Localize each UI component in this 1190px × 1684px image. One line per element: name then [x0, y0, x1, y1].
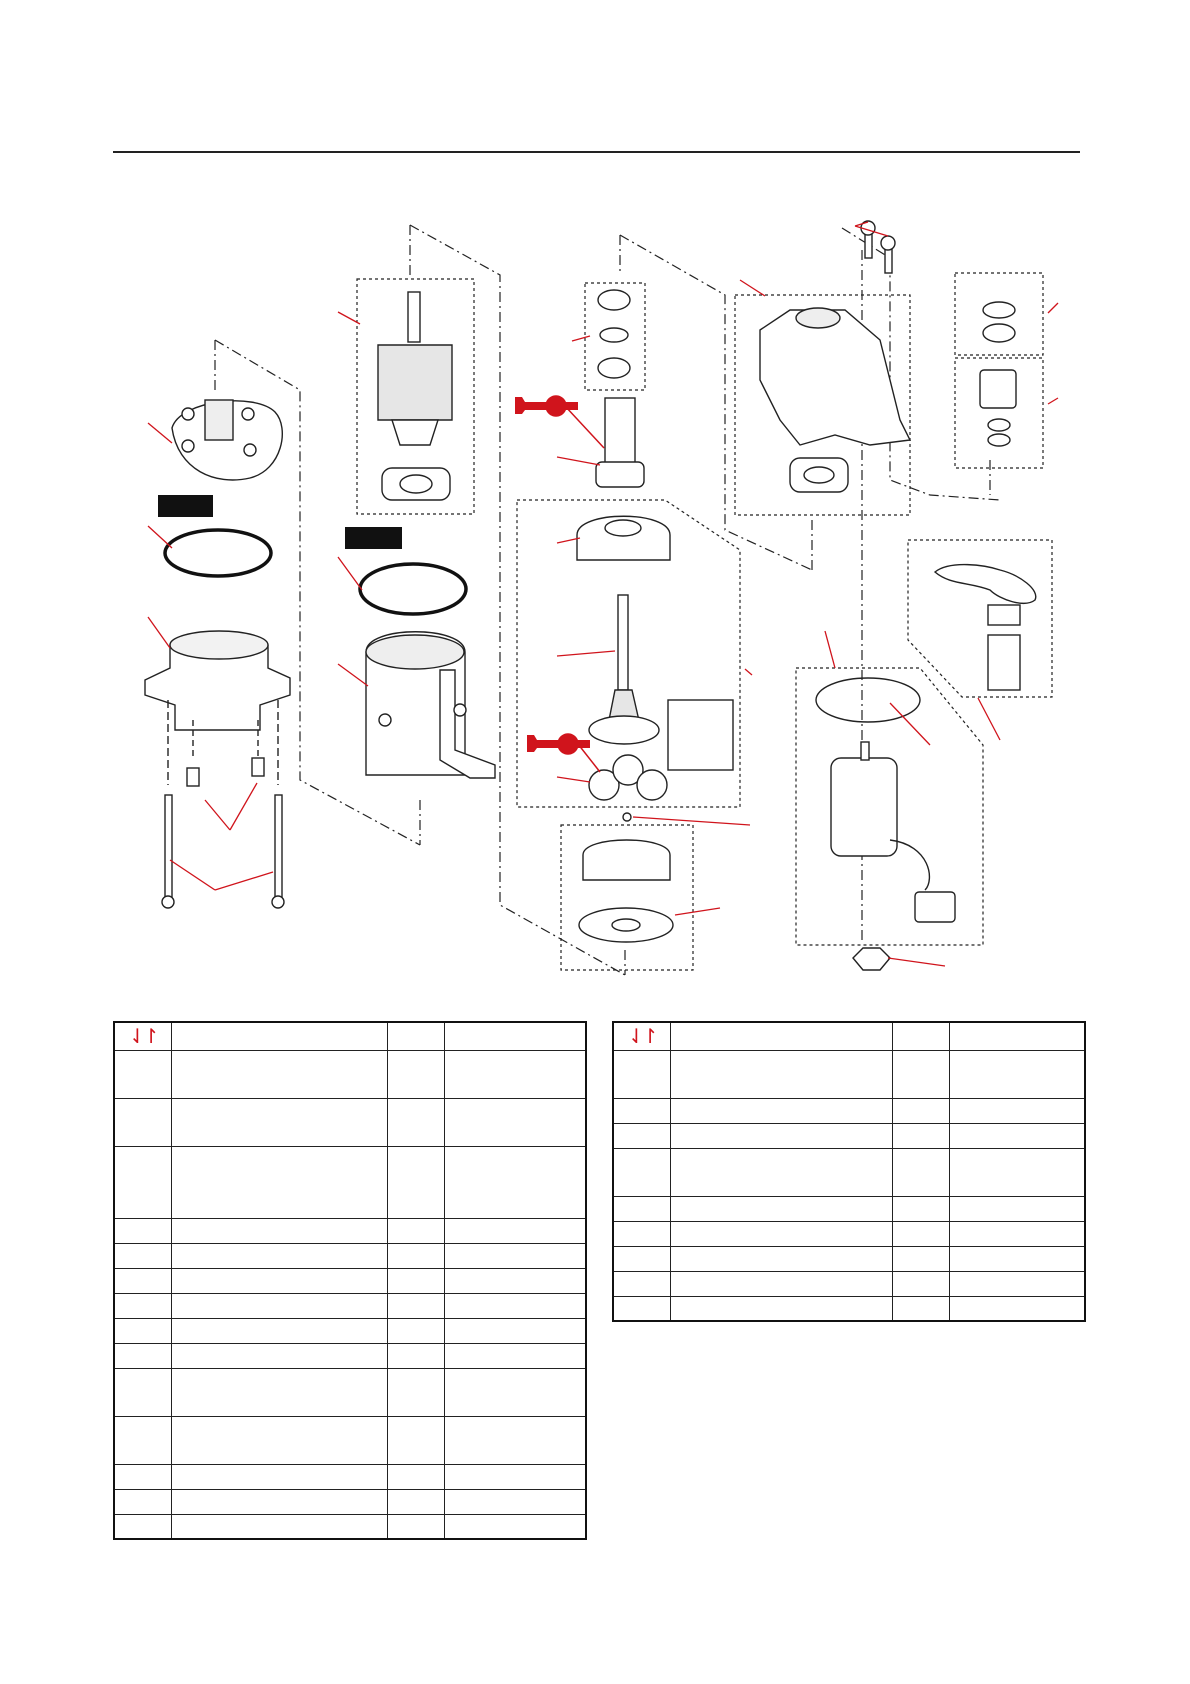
brush-holder-drawing — [172, 400, 282, 480]
front-housing-drawing — [760, 221, 910, 492]
header-remarks — [949, 1022, 1085, 1050]
table-row — [114, 1368, 586, 1416]
table-row — [613, 1050, 1085, 1098]
grease-symbol-icon — [515, 395, 590, 755]
table-row — [613, 1196, 1085, 1221]
header-qty — [387, 1022, 444, 1050]
subassembly-boxes — [357, 273, 1052, 970]
table-row — [114, 1343, 586, 1368]
table-row — [613, 1148, 1085, 1196]
table-row — [613, 1246, 1085, 1271]
header-part-name — [171, 1022, 387, 1050]
table-row — [114, 1489, 586, 1514]
header-part-name — [670, 1022, 892, 1050]
end-cover-drawing — [145, 631, 290, 908]
table-row — [114, 1514, 586, 1539]
table-row — [114, 1318, 586, 1343]
table-row — [114, 1098, 586, 1146]
shift-lever-drawing — [935, 565, 1036, 690]
table-row — [613, 1221, 1085, 1246]
disassembly-order-icon: ⇃↾ — [114, 1022, 171, 1050]
label-block-2 — [345, 527, 402, 549]
yoke-drawing — [366, 632, 495, 778]
table-row — [114, 1268, 586, 1293]
drive-parts-drawing — [577, 290, 733, 942]
header-remarks — [444, 1022, 586, 1050]
table-row — [114, 1050, 586, 1098]
header-qty — [892, 1022, 949, 1050]
label-block-1 — [158, 495, 213, 517]
table-row — [613, 1123, 1085, 1148]
table-header-row — [613, 1022, 1085, 1050]
table-row — [613, 1271, 1085, 1296]
table-header-row — [114, 1022, 586, 1050]
table-row — [114, 1243, 586, 1268]
disassembly-order-icon: ⇃↾ — [613, 1022, 670, 1050]
pinion-drawing — [980, 302, 1016, 446]
parts-table-left — [113, 1021, 587, 1540]
table-row — [613, 1098, 1085, 1123]
table-row — [114, 1146, 586, 1218]
table-row — [114, 1218, 586, 1243]
o-ring-1 — [165, 530, 271, 576]
o-ring-2 — [360, 564, 466, 614]
solenoid-drawing — [816, 678, 955, 970]
table-row — [613, 1296, 1085, 1321]
parts-table-right — [612, 1021, 1086, 1322]
table-row — [114, 1464, 586, 1489]
grease-leader-lines — [565, 406, 604, 772]
table-row — [114, 1293, 586, 1318]
table-row — [114, 1416, 586, 1464]
armature-drawing — [378, 292, 452, 500]
